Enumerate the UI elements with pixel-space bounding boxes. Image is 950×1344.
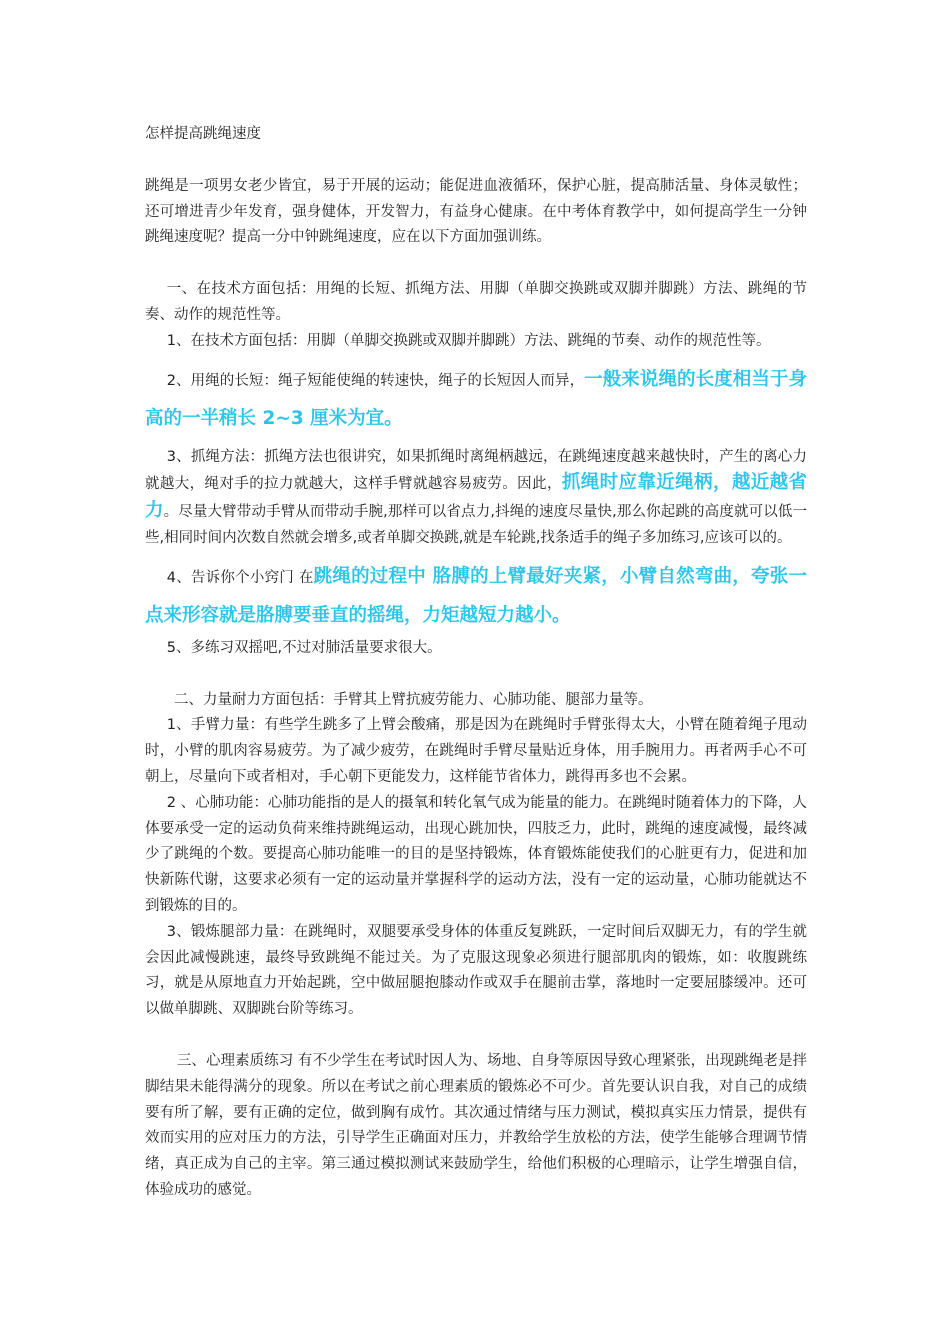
document-body xyxy=(145,122,807,1204)
item3-text-cont: 。尽量大臂带动手臂从而带动手腕,那样可以省点力,抖绳的速度尽量快,那么你起跳的高度就可以低一些,相同时间内次数自然就会增多,或者单脚交换跳,就是车轮跳,找条适手的绳子多加练习,应该可以的。 xyxy=(145,504,807,546)
item2-text: 2、用绳的长短：绳子短能使绳的转速快，绳子的长短因人而异， xyxy=(166,372,585,389)
section1-item3 xyxy=(145,445,807,552)
section3-paragraph: 三、心理素质练习 有不少学生在考试时因人为、场地、自身等原因导致心理紧张，出现跳绳老是拌脚结果未能得满分的现象。所以在考试之前心理素质的锻炼必不可少。首先要认识自我，对自己的成绩要有所了解，要有正确的定位，做到胸有成竹。其次通过情绪与压力测试，模拟真实压力情景，提供有效而实用的应对压力的方法，引导学生正确面对压力，并教给学生放松的方法，使学生能够合理调节情绪，真正成为自己的主宰。第三通过模拟测试来鼓励学生，给他们积极的心理暗示，让学生增强自信，体验成功的感觉。 xyxy=(145,1052,807,1198)
item4-highlight: 跳绳的过程中 胳膊的上臂最好夹紧，小臂自然弯曲，夸张一点来形容就是胳膊要垂直的摇绳，力矩越短力越小。 xyxy=(145,565,807,626)
section1-item1: 1、在技术方面包括：用脚（单脚交换跳或双脚并脚跳）方法、跳绳的节奏、动作的规范性等。 xyxy=(166,332,771,349)
section2-item2: 2 、心肺功能：心肺功能指的是人的摄氧和转化氧气成为能量的能力。在跳绳时随着体力的下降，人体要承受一定的运动负荷来维持跳绳运动，出现心跳加快，四肢乏力，此时，跳绳的速度减慢，最终减少了跳绳的个数。要提高心肺功能唯一的目的是坚持锻炼，体育锻炼能使我们的心脏更有力，促进和加快新陈代谢，这要求必须有一定的运动量并掌握科学的运动方法，没有一定的运动量，心肺功能就达不到锻炼的目的。 xyxy=(145,794,807,914)
doc-title: 怎样提高跳绳速度 xyxy=(145,126,261,142)
intro-paragraph: 跳绳是一项男女老少皆宜，易于开展的运动；能促进血液循环，保护心脏，提高肺活量、身体灵敏性；还可增进青少年发育，强身健体，开发智力，有益身心健康。在中考体育教学中，如何提高学生一分钟跳绳速度呢？提高一分中钟跳绳速度，应在以下方面加强训练。 xyxy=(145,177,807,246)
section1-heading: 一、在技术方面包括：用绳的长短、抓绳方法、用脚（单脚交换跳或双脚并脚跳）方法、跳绳的节奏、动作的规范性等。 xyxy=(145,281,807,323)
item3-highlight: 抓绳时应靠近绳柄，越近越省力 xyxy=(145,472,807,522)
item2-highlight: 一般来说绳的长度相当于身高的一半稍长 2~3 厘米为宜。 xyxy=(145,368,807,429)
item4-text: 4、告诉你个小窍门 在 xyxy=(166,569,314,586)
section2-item1: 1、手臂力量：有些学生跳多了上臂会酸痛，那是因为在跳绳时手臂张得太大，小臂在随着绳子甩动时，小臂的肌肉容易疲劳。为了减少疲劳，在跳绳时手臂尽量贴近身体，用手腕用力。再者两手心不可朝上，尽量向下或者相对，手心朝下更能发力，这样能节省体力，跳得再多也不会累。 xyxy=(145,717,807,785)
section1-item5: 5、多练习双摇吧,不过对肺活量要求很大。 xyxy=(166,639,442,656)
section2-heading: 二、力量耐力方面包括：手臂其上臂抗疲劳能力、心肺功能、腿部力量等。 xyxy=(174,691,653,708)
item3-text: 3、抓绳方法：抓绳方法也很讲究，如果抓绳时离绳柄越远，在跳绳速度越来越快时，产生的离心力就越大，绳对手的拉力就越大，这样手臂就越容易疲劳。因此， xyxy=(145,448,807,493)
section1-item2 xyxy=(145,361,807,439)
section2-item3: 3、锻炼腿部力量：在跳绳时，双腿要承受身体的体重反复跳跃，一定时间后双脚无力，有的学生就会因此减慢跳速，最终导致跳绳不能过关。为了克服这现象必须进行腿部肌肉的锻炼，如：收腹跳练习，就是从原地直力开始起跳，空中做屈腿抱膝动作或双手在腿前击掌，落地时一定要屈膝缓冲。还可以做单脚跳、双脚跳台阶等练习。 xyxy=(145,923,807,1018)
section1-item4 xyxy=(145,558,807,636)
